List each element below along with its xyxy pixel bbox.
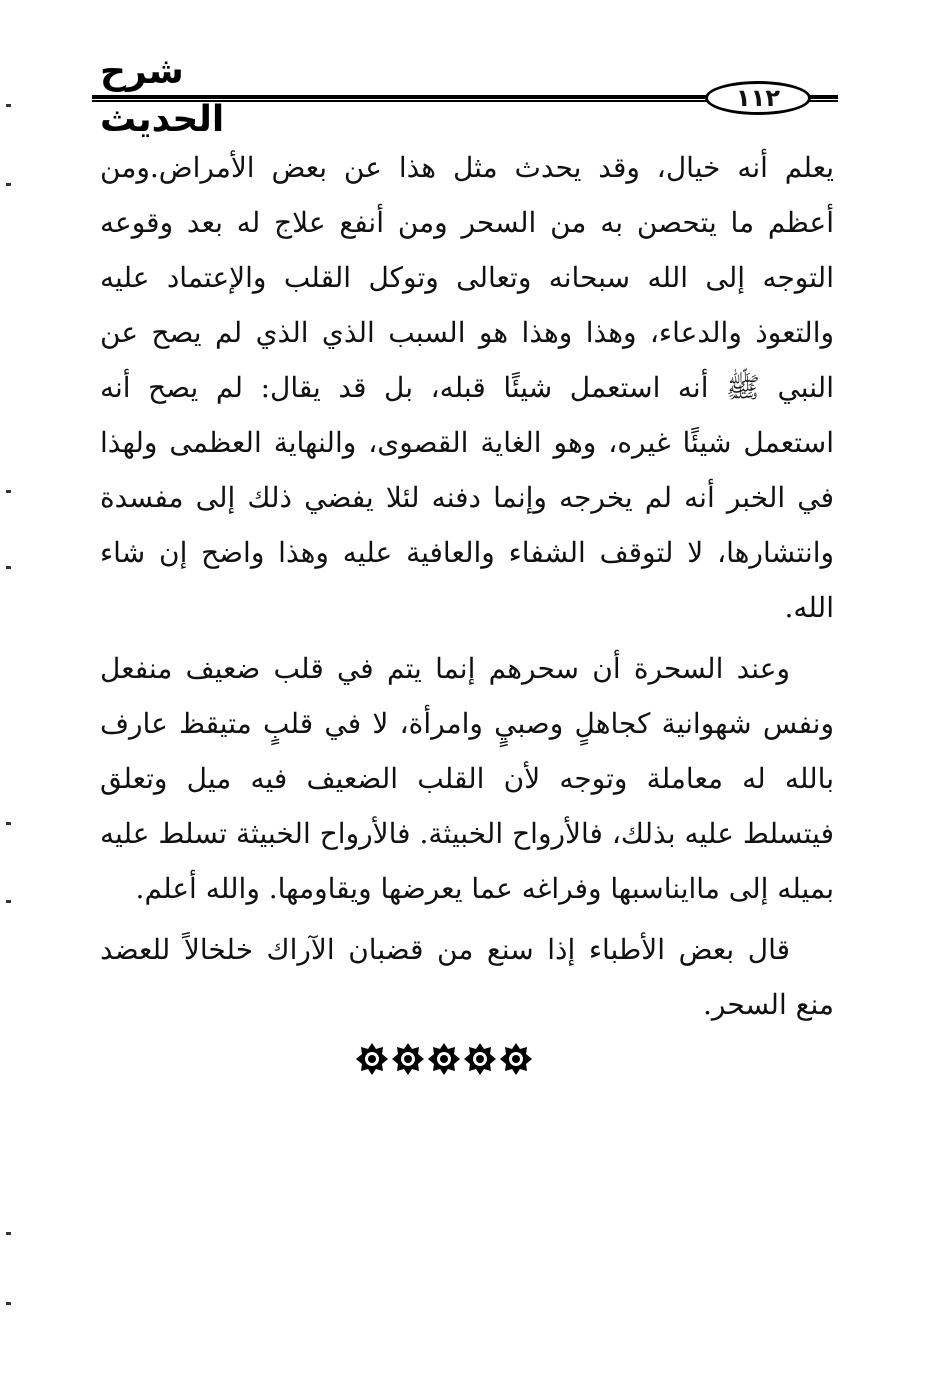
page-header <box>0 0 949 140</box>
paragraph: يعلم أنه خيال، وقد يحدث مثل هذا عن بعض الأمراض.ومن أعظم ما يتحصن به من السحر ومن أنفع علاج له بعد وقوعه التوجه إلى الله سبحانه وتعالى وتوكل القلب والإعتماد عليه والتعوذ والدعاء، وهذا وهذا هو السبب الذي الذي لم يصح عن النبي ﷺ أنه استعمل شيئًا قبله، بل قد يقال: لم يصح أنه استعمل شيئًا غيره، وهو الغاية القصوى، والنهاية العظمى ولهذا في الخبر أنه لم يخرجه وإنما دفنه لئلا يفضي ذلك إلى مفسدة وانتشارها، لا لتوقف الشفاء والعافية عليه وهذا واضح إن شاء الله. <box>100 151 834 624</box>
section-end-ornament <box>355 1042 533 1082</box>
scan-edge-mark <box>6 822 11 825</box>
star-rosette-icon <box>463 1042 497 1076</box>
scan-edge-mark <box>6 900 11 903</box>
scan-edge-mark <box>6 566 11 569</box>
scan-edge-mark <box>6 1302 11 1305</box>
scan-edge-mark <box>6 490 11 493</box>
star-rosette-icon <box>355 1042 389 1076</box>
star-rosette-icon <box>391 1042 425 1076</box>
scan-edge-mark <box>6 1232 11 1235</box>
scan-edge-mark <box>6 183 11 186</box>
book-title: شرح الحديث <box>100 51 225 140</box>
paragraph: وعند السحرة أن سحرهم إنما يتم في قلب ضعيف منفعل ونفس شهوانية كجاهلٍ وصبيٍ وامرأة، لا في قلبٍ متيقظ عارف بالله له معاملة وتوجه لأن القلب الضعيف فيه ميل وتعلق فيتسلط عليه بذلك، فالأرواح الخبيثة. فالأرواح الخبيثة تسلط عليه بميله إلى ماايناسبها وفراغه عما يعرضها ويقاومها. والله أعلم. <box>100 652 834 905</box>
scan-edge-mark <box>6 104 11 107</box>
page-number: ١١٢ <box>705 81 811 115</box>
star-rosette-icon <box>427 1042 461 1076</box>
star-rosette-icon <box>499 1042 533 1076</box>
page-body <box>100 140 834 1038</box>
paragraph: قال بعض الأطباء إذا سنع من قضبان الآراك خلخالاً للعضد منع السحر. <box>100 933 834 1021</box>
